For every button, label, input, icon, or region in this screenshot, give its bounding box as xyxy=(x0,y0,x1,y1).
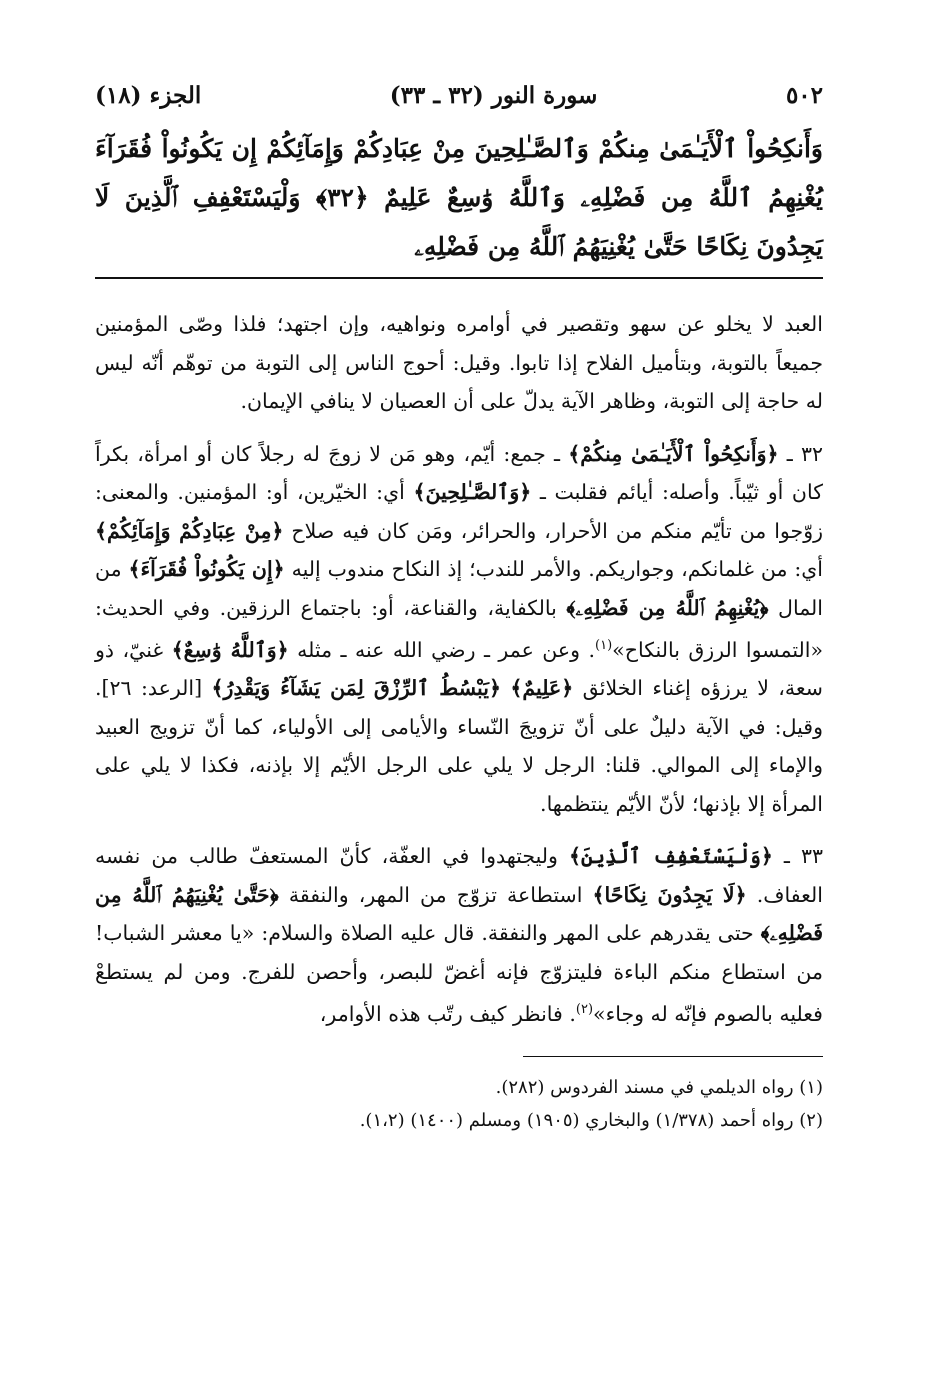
quran-verse-block: وَأَنكِحُواْ ٱلْأَيَـٰمَىٰ مِنكُمْ وَٱلصَّـٰلِحِينَ مِنْ عِبَادِكُمْ وَإِمَآئِكُمْ إِن يَكُونُواْ فُقَرَآءَ يُغْنِهِمُ ٱللَّهُ مِن فَضْلِهِۦ وَٱللَّهُ وَٰسِعٌ عَلِيمٌ ﴿٣٢﴾ وَلْيَسْتَعْفِفِ ٱلَّذِينَ لَا يَجِدُونَ نِكَاحًا حَتَّىٰ يُغْنِيَهُمُ ٱللَّهُ مِن فَضْلِهِۦ xyxy=(95,124,823,279)
text-segment: بالكفاية، والقناعة، أو: باجتماع الرزقين. وفي الحديث: «التمسوا الرزق بالنكاح» xyxy=(95,595,823,662)
commentary-body xyxy=(95,305,823,1034)
juz-label: الجزء (١٨) xyxy=(95,82,202,109)
quran-quote: ﴿وَٱللَّهُ وَٰسِعٌ﴾ xyxy=(171,637,289,662)
paragraph-3 xyxy=(95,837,823,1033)
paragraph-1: العبد لا يخلو عن سهو وتقصير في أوامره ونواهيه، وإن اجتهد؛ فلذا وصّى المؤمنين جميعاً بالتوبة، وبتأميل الفلاح إذا تابوا. وقيل: أحوج الناس إلى التوبة من توهّم أنّه ليس له حاجة إلى التوبة، وظاهر الآية يدلّ على أن العصيان لا ينافي الإيمان. xyxy=(95,312,823,413)
footnotes xyxy=(95,1071,823,1137)
footnote-2: (٢) رواه أحمد (١/٣٧٨) والبخاري (١٩٠٥) ومسلم (١٤٠٠) (١،٢). xyxy=(359,1109,823,1131)
quran-quote: ﴿يُغْنِهِمُ ٱللَّهُ مِن فَضْلِهِۦ﴾ xyxy=(566,595,769,620)
text-segment xyxy=(501,676,510,700)
quran-quote: ﴿لَا يَجِدُونَ نِكَاحًا﴾ xyxy=(592,882,747,907)
quran-quote: ﴿عَلِيمٌ﴾ xyxy=(510,676,574,701)
text-segment: حتى يقدرهم على المهر والنفقة. قال عليه الصلاة والسلام: «يا معشر الشباب! من استطاع منكم الباءة فليتزوّج فإنه أغضّ للبصر، وأحصن للفرج. ومن لم يستطعْ فعليه بالصوم فإنّه له وجاء» xyxy=(95,921,823,1027)
footnote-1: (١) رواه الديلمي في مسند الفردوس (٢٨٢). xyxy=(495,1076,823,1098)
quran-quote: ﴿وَلْيَسْتَعْفِفِ ٱلَّذِينَ﴾ xyxy=(568,844,773,869)
quran-quote: ﴿وَأَنكِحُواْ ٱلْأَيَـٰمَىٰ مِنكُمْ﴾ xyxy=(568,441,779,466)
page-number: ٥٠٢ xyxy=(785,82,823,109)
paragraph-2 xyxy=(95,435,823,824)
text-segment: ٣٣ ـ xyxy=(772,844,824,869)
footnote-ref-2[interactable]: (٢) xyxy=(575,1002,594,1018)
text-segment: . وعن عمر ـ رضي الله عنه ـ مثله xyxy=(288,637,596,662)
footnote-divider xyxy=(523,1056,823,1057)
text-segment: أي: من غلمانكم، وجواريكم. والأمر للندب؛ إذ النكاح مندوب إليه xyxy=(284,557,823,581)
text-segment: ـ جمع: أيّم، وهو مَن لا زوجَ له رجلاً كان أو امرأة، بكراً كان أو ثيّباً. وأصله: أيائم فقلبت ـ xyxy=(95,441,823,504)
quran-quote: ﴿وَٱلصَّـٰلِحِينَ﴾ xyxy=(413,480,532,504)
page-header xyxy=(95,82,823,120)
quran-quote: ﴿حَتَّىٰ يُغْنِيَهُمُ ٱللَّهُ مِن فَضْلِهِۦ﴾ xyxy=(95,882,823,946)
text-segment: . فانظر كيف رتّب هذه الأوامر، xyxy=(319,1002,576,1027)
quran-quote: ﴿إِن يَكُونُواْ فُقَرَآءَ﴾ xyxy=(128,557,285,581)
text-segment: وليجتهدوا في العفّة، كأنّ المستعفّ طالب من نفسه العفاف. xyxy=(95,844,823,907)
text-segment: ٣٢ ـ xyxy=(778,441,823,466)
quran-quote: ﴿مِنْ عِبَادِكُمْ وَإِمَآئِكُمْ﴾ xyxy=(95,518,284,543)
quran-quote: ﴿يَبْسُطُ ٱلرِّزْقَ لِمَن يَشَآءُ وَيَقْدِرُ﴾ xyxy=(211,676,501,701)
text-segment: استطاعة تزوّج من المهر، والنفقة xyxy=(278,882,593,907)
text-segment: من المال xyxy=(95,557,823,620)
text-segment: أي: الخيّرين، أو: المؤمنين. والمعنى: زوّجوا من تأيّم منكم من الأحرار، والحرائر، ومَن كان فيه صلاح xyxy=(95,480,823,543)
text-segment: [الرعد: ٢٦]. وقيل: في الآية دليلٌ على أنّ تزويجَ النّساء والأيامى إلى الأولياء، كما أنّ تزويج العبيد والإماء إلى الموالي. قلنا: الرجل لا يلي على الرجل الأيّم إلا بإذنه، فكذا لا يلي على المرأة إلا بإذنها؛ لأنّ الأيّم ينتظمها. xyxy=(95,676,823,816)
text-segment: غنيّ، ذو سعة، لا يرزؤه إغناء الخلائق xyxy=(95,637,823,701)
surah-title: سورة النور (٣٢ ـ ٣٣) xyxy=(389,82,598,109)
footnote-ref-1[interactable]: (١) xyxy=(595,638,613,653)
book-page xyxy=(95,82,823,1137)
